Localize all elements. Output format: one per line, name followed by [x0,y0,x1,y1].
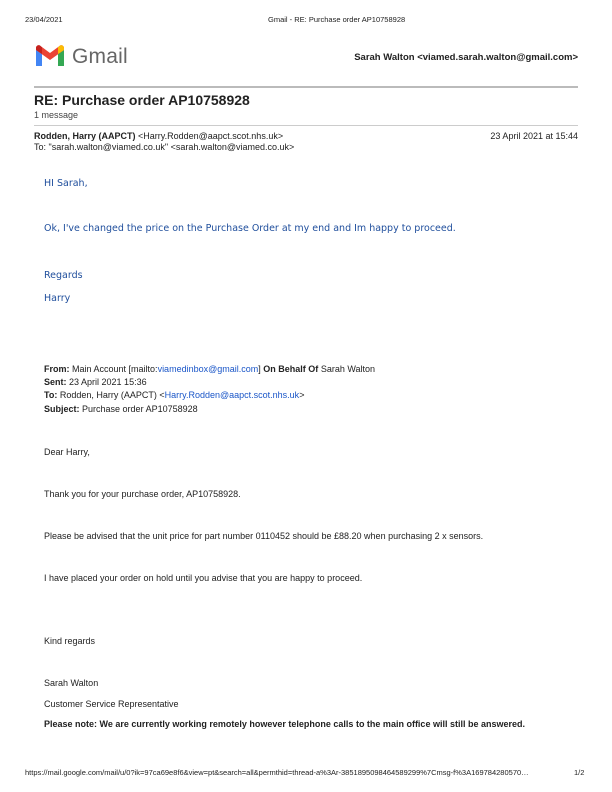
print-title: Gmail - RE: Purchase order AP10758928 [268,15,406,24]
quoted-to [44,390,304,400]
message-date: 23 April 2021 at 15:44 [490,131,578,141]
quoted-greeting: Dear Harry, [44,447,90,457]
quoted-to-value: Rodden, Harry (AAPCT) < [59,390,165,400]
remote-work-notice: Please note: We are currently working remotely however telephone calls to the main office will still be answered. [44,719,525,729]
on-behalf-label: On Behalf Of [263,364,319,374]
message-recipients: To: "sarah.walton@viamed.co.uk" <sarah.walton@viamed.co.uk> [34,142,295,152]
thread-divider [34,125,578,126]
quoted-name: Sarah Walton [44,678,99,688]
quoted-from-link[interactable]: viamedinbox@gmail.com [157,364,259,374]
quoted-to-link[interactable]: Harry.Rodden@aapct.scot.nhs.uk [164,390,300,400]
quoted-to-close: > [299,390,305,400]
gmail-wordmark: Gmail [72,45,128,68]
on-behalf-value: Sarah Walton [320,364,376,374]
quoted-para-2: Please be advised that the unit price for part number 0110452 should be £88.20 when purchasing 2 x sensors. [44,531,484,541]
reply-name: Harry [44,293,71,304]
quoted-from-close: ] [258,364,261,374]
reply-line: Ok, I've changed the price on the Purchase Order at my end and Im happy to proceed. [44,223,456,234]
thread-subject: RE: Purchase order AP10758928 [34,92,250,108]
quoted-sent-label: Sent: [44,377,67,387]
quoted-role: Customer Service Representative [44,699,179,709]
quoted-sent [44,377,147,387]
quoted-para-1: Thank you for your purchase order, AP10758928. [44,489,241,499]
print-date: 23/04/2021 [25,15,63,24]
quoted-from [44,364,375,374]
sender-email: <Harry.Rodden@aapct.scot.nhs.uk> [138,131,284,141]
quoted-subject-value: Purchase order AP10758928 [82,404,198,414]
message-count: 1 message [34,110,79,120]
gmail-m-icon [34,44,66,68]
print-url: https://mail.google.com/mail/u/0?ik=97ca69e8f6&view=pt&search=all&permthid=thread-a%3Ar-3851895098464589299%7Cmsg-f%3A169784280570… [25,768,529,777]
reply-greeting: HI Sarah, [44,178,88,189]
header-divider [34,86,578,88]
message-sender[interactable] [34,131,283,141]
quoted-from-value: Main Account [mailto: [72,364,158,374]
quoted-subject-label: Subject: [44,404,80,414]
sender-name: Rodden, Harry (AAPCT) [34,131,136,141]
quoted-signoff: Kind regards [44,636,96,646]
account-name: Sarah Walton <viamed.sarah.walton@gmail.com> [354,52,578,63]
quoted-to-label: To: [44,390,58,400]
quoted-from-label: From: [44,364,70,374]
reply-signoff: Regards [44,270,83,281]
gmail-logo[interactable] [34,44,126,70]
quoted-para-3: I have placed your order on hold until you advise that you are happy to proceed. [44,573,363,583]
page-number: 1/2 [574,768,585,777]
quoted-subject [44,404,198,414]
quoted-sent-value: 23 April 2021 15:36 [69,377,147,387]
